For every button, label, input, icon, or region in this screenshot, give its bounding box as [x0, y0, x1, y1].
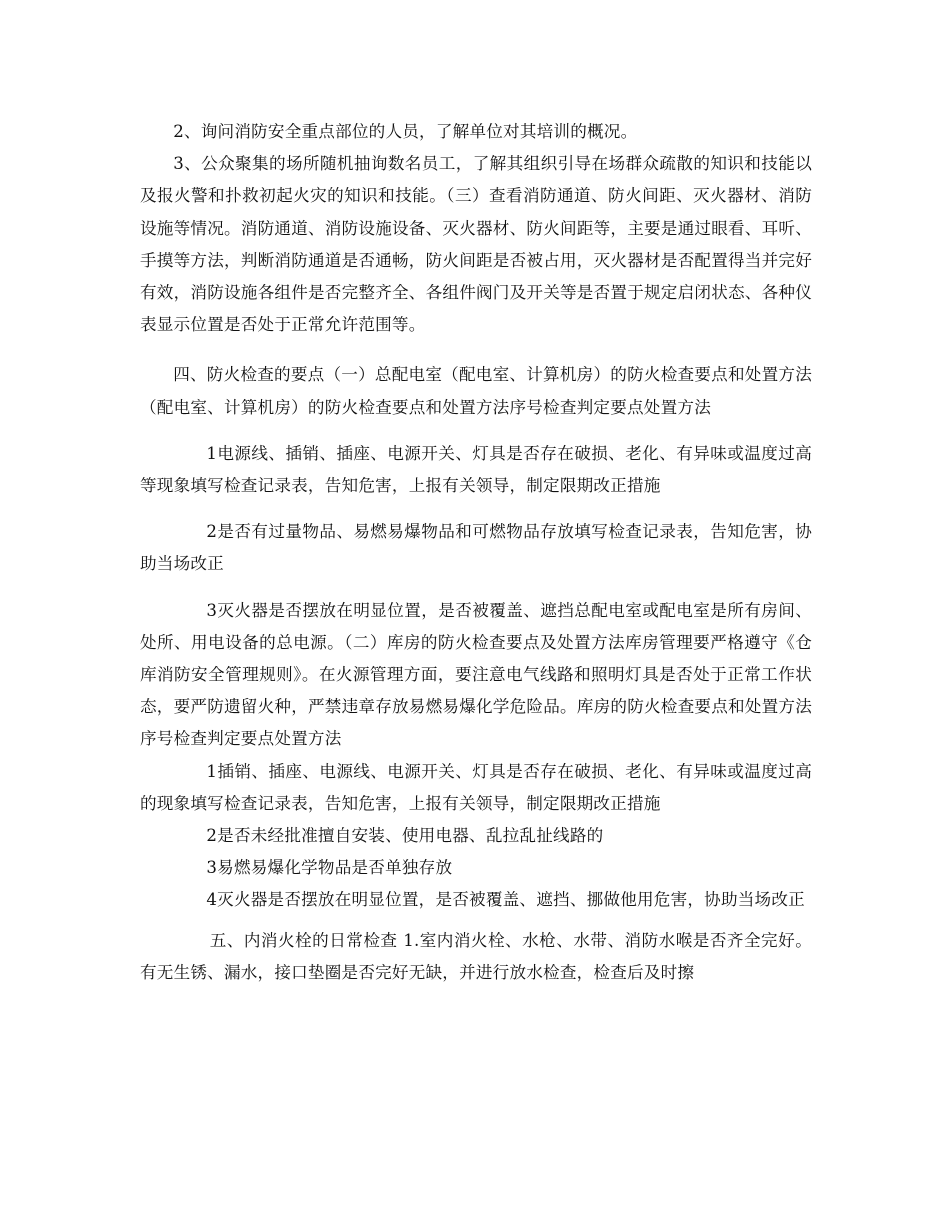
paragraph-2-inquiry: 2、询问消防安全重点部位的人员，了解单位对其培训的概况。: [173, 122, 638, 141]
paragraph-warehouse-item-3: 3易燃易爆化学物品是否单独存放: [206, 858, 453, 878]
paragraph-item-1-power: 1电源线、插销、插座、电源开关、灯具是否存在破损、老化、有异味或温度过高等现象填写检查记录表，告知危害，上报有关领导，制定限期改正措施: [140, 443, 812, 496]
paragraph-item-3-extinguisher: 3灭火器是否摆放在明显位置，是否被覆盖、遮挡总配电室或配电室是所有房间、处所、用电设备的总电源。（二）库房的防火检查要点及处置方法库房管理要严格遵守《仓库消防安全管理规则》。在火源管理方面，要注意电气线路和照明灯具是否处于正常工作状态，要严防遗留火种，严禁违章存放易燃易爆化学危险品。库房的防火检查要点和处置方法序号检查判定要点处置方法: [140, 600, 812, 749]
paragraph-warehouse-item-4: 4灭火器是否摆放在明显位置，是否被覆盖、遮挡、挪做他用危害，协助当场改正: [206, 890, 805, 910]
paragraph-3-public-places: 3、公众聚集的场所随机抽询数名员工，了解其组织引导在场群众疏散的知识和技能以及报火警和扑救初起火灾的知识和技能。（三）查看消防通道、防火间距、灭火器材、消防设施等情况。消防通道、消防设施设备、灭火器材、防火间距等，主要是通过眼看、耳听、手摸等方法，判断消防通道是否通畅，防火间距是否被占用，灭火器材是否配置得当并完好有效，消防设施各组件是否完整齐全、各组件阀门及开关等是否置于规定启闭状态、各种仪表显示位置是否处于正常允许范围等。: [140, 154, 812, 335]
paragraph-warehouse-item-2: 2是否未经批准擅自安装、使用电器、乱拉乱扯线路的: [206, 826, 604, 846]
paragraph-item-2-storage: 2是否有过量物品、易燃易爆物品和可燃物品存放填写检查记录表，告知危害，协助当场改正: [140, 522, 812, 574]
document-body: [140, 116, 812, 989]
paragraph-section-4-heading: 四、防火检查的要点（一）总配电室（配电室、计算机房）的防火检查要点和处置方法（配电室、计算机房）的防火检查要点和处置方法序号检查判定要点处置方法: [140, 365, 812, 417]
paragraph-section-5-hydrant: 五、内消火栓的日常检查 1.室内消火栓、水枪、水带、消防水喉是否齐全完好。有无生锈、漏水，接口垫圈是否完好无缺，并进行放水检查，检查后及时擦: [140, 930, 812, 982]
paragraph-warehouse-item-1: 1插销、插座、电源线、电源开关、灯具是否存在破损、老化、有异味或温度过高的现象填写检查记录表，告知危害，上报有关领导，制定限期改正措施: [140, 761, 812, 813]
